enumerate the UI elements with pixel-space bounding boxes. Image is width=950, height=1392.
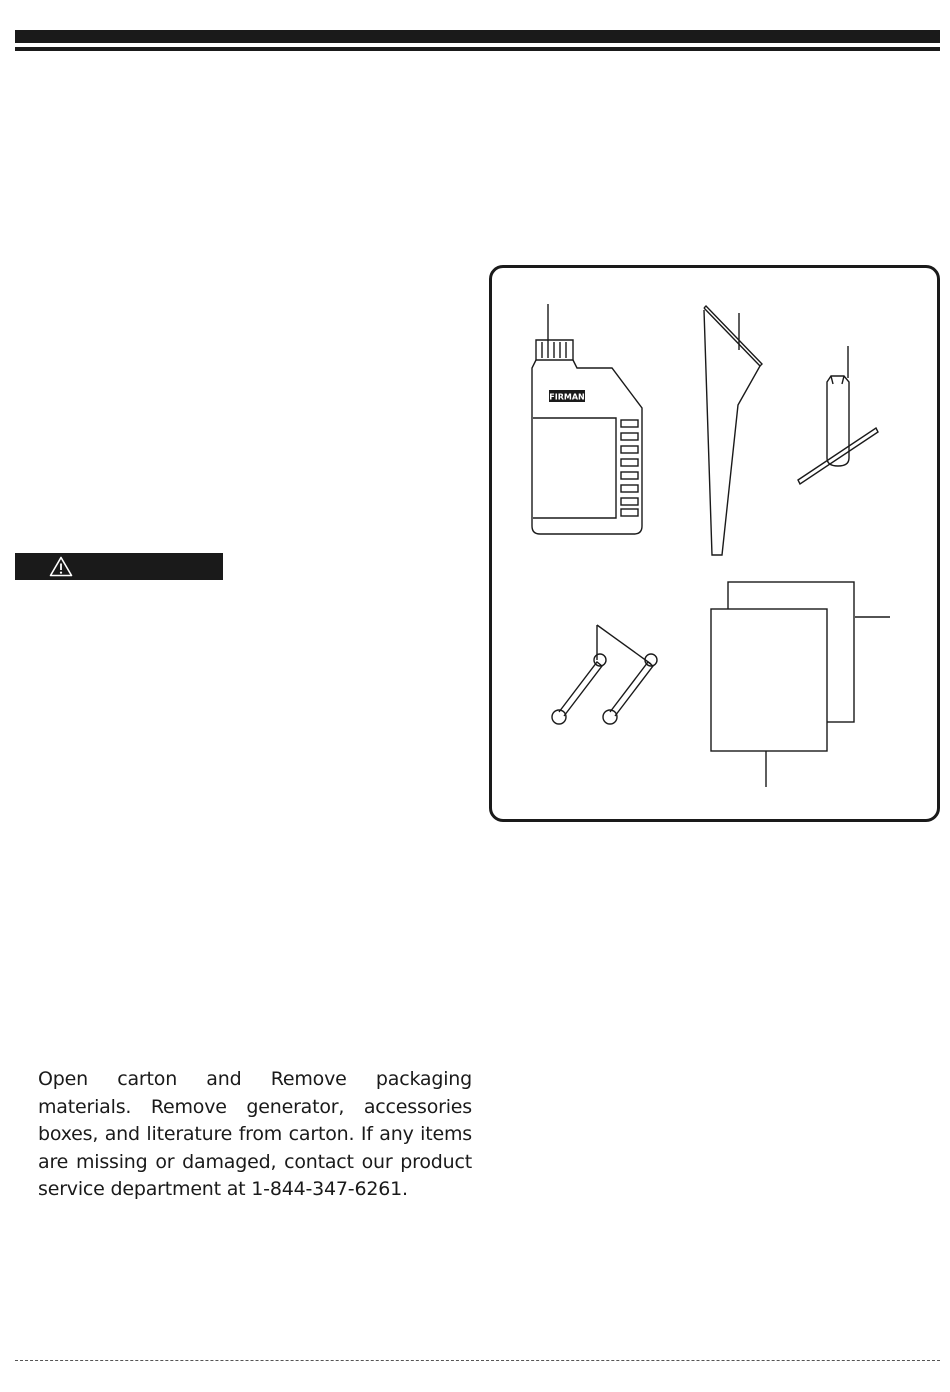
included-items-figure: [489, 265, 940, 822]
warning-banner: [15, 553, 223, 580]
open-end-wrenches-icon: [552, 625, 657, 724]
footer-dashed-rule: [15, 1360, 940, 1361]
header-rule-thin: [15, 47, 940, 51]
header-rule-thick: [15, 30, 940, 43]
bottle-brand-label: FIRMAN: [549, 392, 585, 402]
warning-triangle-icon: [49, 556, 73, 577]
spark-plug-wrench-icon: [798, 346, 878, 484]
literature-manual-icon: [711, 582, 890, 787]
funnel-icon: [704, 306, 762, 555]
unpacking-instructions: Open carton and Remove packaging materials. Remove generator, accessories boxes, and literature from carton. If any items are missing or damaged, contact our product service department at 1-844-347-6261.: [38, 1068, 472, 1200]
oil-bottle-icon: [532, 304, 642, 534]
